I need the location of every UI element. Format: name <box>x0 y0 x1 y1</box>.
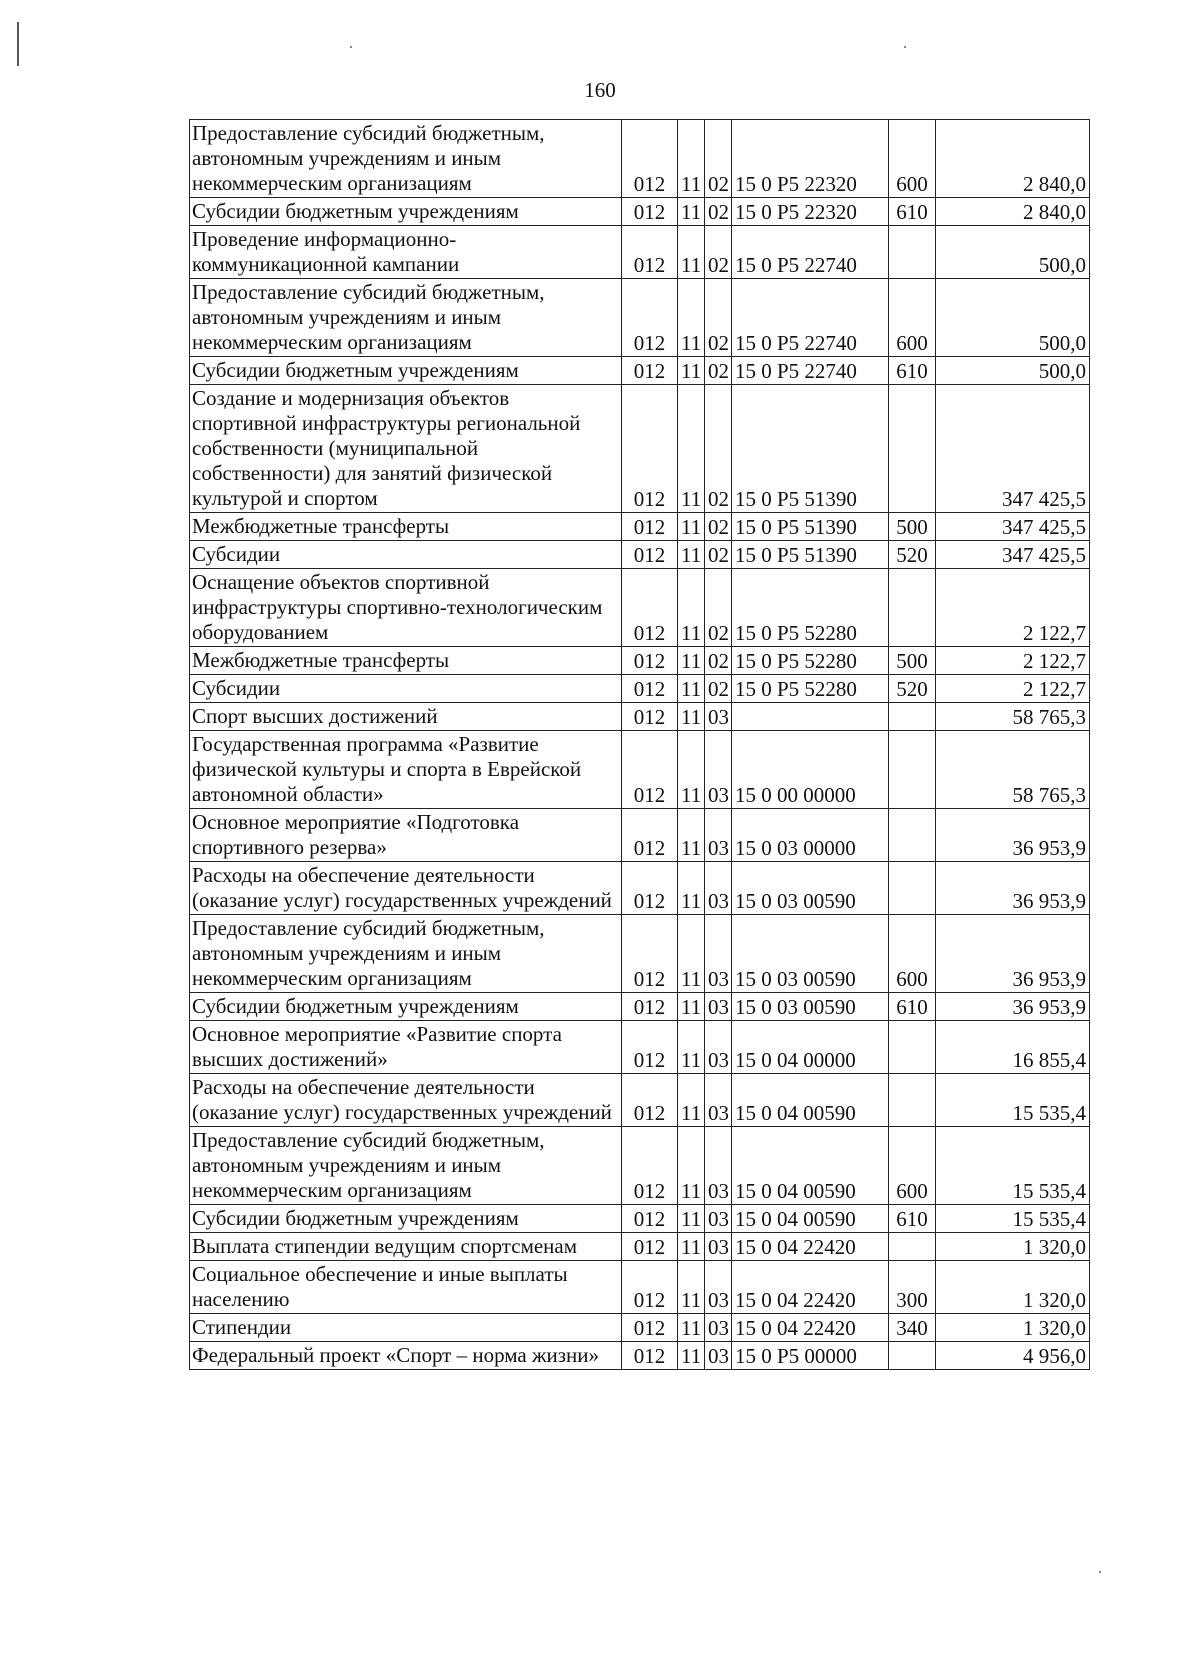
target-article-code: 15 0 04 22420 <box>732 1314 889 1342</box>
subsection-code: 03 <box>705 1205 732 1233</box>
row-name: Расходы на обеспечение деятельности (оказание услуг) государственных учреждений <box>190 862 622 915</box>
section-code: 11 <box>678 569 705 647</box>
row-name: Субсидии бюджетным учреждениям <box>190 1205 622 1233</box>
target-article-code: 15 0 P5 52280 <box>732 675 889 703</box>
budget-table <box>189 119 1090 1370</box>
section-code: 11 <box>678 1205 705 1233</box>
subsection-code: 02 <box>705 385 732 513</box>
admin-code: 012 <box>622 915 678 993</box>
section-code: 11 <box>678 120 705 198</box>
expense-type-code: 500 <box>889 513 936 541</box>
expense-type-code <box>889 809 936 862</box>
target-article-code: 15 0 P5 22740 <box>732 357 889 385</box>
subsection-code: 03 <box>705 915 732 993</box>
target-article-code: 15 0 03 00590 <box>732 862 889 915</box>
table-row <box>190 226 1090 279</box>
subsection-code: 03 <box>705 1074 732 1127</box>
expense-type-code: 610 <box>889 993 936 1021</box>
table-row <box>190 1342 1090 1370</box>
section-code: 11 <box>678 385 705 513</box>
row-name: Межбюджетные трансферты <box>190 513 622 541</box>
subsection-code: 03 <box>705 1233 732 1261</box>
amount: 16 855,4 <box>936 1021 1090 1074</box>
admin-code: 012 <box>622 541 678 569</box>
subsection-code: 02 <box>705 513 732 541</box>
amount: 36 953,9 <box>936 993 1090 1021</box>
table-row <box>190 1233 1090 1261</box>
table-row <box>190 731 1090 809</box>
amount: 58 765,3 <box>936 703 1090 731</box>
section-code: 11 <box>678 675 705 703</box>
admin-code: 012 <box>622 675 678 703</box>
expense-type-code <box>889 226 936 279</box>
budget-table-body <box>190 120 1090 1370</box>
row-name: Создание и модернизация объектов спортивной инфраструктуры региональной собственности (муниципальной собственности) для занятий физической культурой и спортом <box>190 385 622 513</box>
subsection-code: 03 <box>705 1314 732 1342</box>
row-name: Федеральный проект «Спорт – норма жизни» <box>190 1342 622 1370</box>
subsection-code: 02 <box>705 357 732 385</box>
amount: 36 953,9 <box>936 862 1090 915</box>
expense-type-code: 600 <box>889 915 936 993</box>
table-row <box>190 703 1090 731</box>
admin-code: 012 <box>622 198 678 226</box>
amount: 58 765,3 <box>936 731 1090 809</box>
amount: 347 425,5 <box>936 513 1090 541</box>
row-name: Социальное обеспечение и иные выплаты населению <box>190 1261 622 1314</box>
table-row <box>190 198 1090 226</box>
table-row <box>190 993 1090 1021</box>
expense-type-code <box>889 862 936 915</box>
amount: 2 840,0 <box>936 198 1090 226</box>
section-code: 11 <box>678 809 705 862</box>
row-name: Расходы на обеспечение деятельности (оказание услуг) государственных учреждений <box>190 1074 622 1127</box>
amount: 15 535,4 <box>936 1074 1090 1127</box>
section-code: 11 <box>678 226 705 279</box>
subsection-code: 03 <box>705 862 732 915</box>
admin-code: 012 <box>622 1261 678 1314</box>
target-article-code: 15 0 04 00590 <box>732 1127 889 1205</box>
target-article-code: 15 0 P5 00000 <box>732 1342 889 1370</box>
target-article-code: 15 0 P5 22320 <box>732 198 889 226</box>
table-row <box>190 675 1090 703</box>
table-row <box>190 385 1090 513</box>
page-number: 160 <box>584 78 616 102</box>
table-row <box>190 120 1090 198</box>
expense-type-code <box>889 1233 936 1261</box>
admin-code: 012 <box>622 809 678 862</box>
subsection-code: 03 <box>705 1127 732 1205</box>
expense-type-code: 600 <box>889 120 936 198</box>
table-row <box>190 513 1090 541</box>
section-code: 11 <box>678 1261 705 1314</box>
target-article-code: 15 0 P5 22740 <box>732 279 889 357</box>
target-article-code: 15 0 03 00000 <box>732 809 889 862</box>
admin-code: 012 <box>622 279 678 357</box>
subsection-code: 02 <box>705 120 732 198</box>
amount: 4 956,0 <box>936 1342 1090 1370</box>
row-name: Оснащение объектов спортивной инфраструктуры спортивно-технологическим оборудованием <box>190 569 622 647</box>
table-row <box>190 647 1090 675</box>
amount: 1 320,0 <box>936 1233 1090 1261</box>
expense-type-code <box>889 1074 936 1127</box>
amount: 500,0 <box>936 279 1090 357</box>
section-code: 11 <box>678 1314 705 1342</box>
section-code: 11 <box>678 1233 705 1261</box>
expense-type-code: 600 <box>889 1127 936 1205</box>
amount: 500,0 <box>936 226 1090 279</box>
row-name: Предоставление субсидий бюджетным, автономным учреждениям и иным некоммерческим организациям <box>190 915 622 993</box>
table-row <box>190 1127 1090 1205</box>
expense-type-code <box>889 385 936 513</box>
subsection-code: 02 <box>705 675 732 703</box>
amount: 15 535,4 <box>936 1127 1090 1205</box>
section-code: 11 <box>678 731 705 809</box>
section-code: 11 <box>678 279 705 357</box>
expense-type-code: 610 <box>889 1205 936 1233</box>
admin-code: 012 <box>622 1021 678 1074</box>
expense-type-code: 340 <box>889 1314 936 1342</box>
admin-code: 012 <box>622 226 678 279</box>
section-code: 11 <box>678 647 705 675</box>
row-name: Субсидии <box>190 541 622 569</box>
amount: 2 840,0 <box>936 120 1090 198</box>
amount: 347 425,5 <box>936 541 1090 569</box>
admin-code: 012 <box>622 1233 678 1261</box>
scan-speck <box>350 46 352 48</box>
row-name: Предоставление субсидий бюджетным, автономным учреждениям и иным некоммерческим организациям <box>190 120 622 198</box>
scan-speck <box>1099 1571 1101 1573</box>
row-name: Межбюджетные трансферты <box>190 647 622 675</box>
section-code: 11 <box>678 198 705 226</box>
admin-code: 012 <box>622 993 678 1021</box>
admin-code: 012 <box>622 1342 678 1370</box>
table-row <box>190 1261 1090 1314</box>
amount: 2 122,7 <box>936 569 1090 647</box>
expense-type-code <box>889 1342 936 1370</box>
section-code: 11 <box>678 862 705 915</box>
table-row <box>190 1205 1090 1233</box>
table-row <box>190 541 1090 569</box>
section-code: 11 <box>678 1074 705 1127</box>
admin-code: 012 <box>622 385 678 513</box>
scan-margin-mark <box>17 22 19 66</box>
target-article-code: 15 0 P5 22320 <box>732 120 889 198</box>
target-article-code <box>732 703 889 731</box>
scan-speck <box>904 46 906 48</box>
expense-type-code <box>889 1021 936 1074</box>
subsection-code: 02 <box>705 647 732 675</box>
section-code: 11 <box>678 1342 705 1370</box>
admin-code: 012 <box>622 703 678 731</box>
target-article-code: 15 0 P5 51390 <box>732 541 889 569</box>
admin-code: 012 <box>622 647 678 675</box>
row-name: Основное мероприятие «Подготовка спортивного резерва» <box>190 809 622 862</box>
table-row <box>190 1314 1090 1342</box>
section-code: 11 <box>678 513 705 541</box>
admin-code: 012 <box>622 731 678 809</box>
table-row <box>190 279 1090 357</box>
expense-type-code: 520 <box>889 541 936 569</box>
row-name: Субсидии бюджетным учреждениям <box>190 357 622 385</box>
subsection-code: 03 <box>705 731 732 809</box>
section-code: 11 <box>678 357 705 385</box>
target-article-code: 15 0 P5 51390 <box>732 513 889 541</box>
table-row <box>190 915 1090 993</box>
amount: 36 953,9 <box>936 809 1090 862</box>
target-article-code: 15 0 P5 51390 <box>732 385 889 513</box>
target-article-code: 15 0 03 00590 <box>732 915 889 993</box>
section-code: 11 <box>678 703 705 731</box>
row-name: Предоставление субсидий бюджетным, автономным учреждениям и иным некоммерческим организациям <box>190 1127 622 1205</box>
admin-code: 012 <box>622 862 678 915</box>
subsection-code: 03 <box>705 1021 732 1074</box>
table-row <box>190 862 1090 915</box>
amount: 347 425,5 <box>936 385 1090 513</box>
row-name: Проведение информационно-коммуникационной кампании <box>190 226 622 279</box>
subsection-code: 03 <box>705 809 732 862</box>
admin-code: 012 <box>622 513 678 541</box>
expense-type-code: 500 <box>889 647 936 675</box>
amount: 500,0 <box>936 357 1090 385</box>
section-code: 11 <box>678 1021 705 1074</box>
expense-type-code: 610 <box>889 198 936 226</box>
table-row <box>190 357 1090 385</box>
target-article-code: 15 0 04 22420 <box>732 1233 889 1261</box>
row-name: Субсидии <box>190 675 622 703</box>
subsection-code: 03 <box>705 1261 732 1314</box>
target-article-code: 15 0 P5 22740 <box>732 226 889 279</box>
section-code: 11 <box>678 541 705 569</box>
row-name: Основное мероприятие «Развитие спорта высших достижений» <box>190 1021 622 1074</box>
section-code: 11 <box>678 915 705 993</box>
admin-code: 012 <box>622 1314 678 1342</box>
amount: 36 953,9 <box>936 915 1090 993</box>
target-article-code: 15 0 P5 52280 <box>732 647 889 675</box>
row-name: Выплата стипендии ведущим спортсменам <box>190 1233 622 1261</box>
section-code: 11 <box>678 993 705 1021</box>
subsection-code: 03 <box>705 993 732 1021</box>
admin-code: 012 <box>622 1205 678 1233</box>
subsection-code: 02 <box>705 569 732 647</box>
expense-type-code: 610 <box>889 357 936 385</box>
expense-type-code <box>889 731 936 809</box>
table-row <box>190 1021 1090 1074</box>
subsection-code: 03 <box>705 1342 732 1370</box>
row-name: Предоставление субсидий бюджетным, автономным учреждениям и иным некоммерческим организациям <box>190 279 622 357</box>
amount: 2 122,7 <box>936 675 1090 703</box>
amount: 2 122,7 <box>936 647 1090 675</box>
row-name: Субсидии бюджетным учреждениям <box>190 993 622 1021</box>
amount: 15 535,4 <box>936 1205 1090 1233</box>
expense-type-code <box>889 703 936 731</box>
section-code: 11 <box>678 1127 705 1205</box>
table-row <box>190 1074 1090 1127</box>
row-name: Спорт высших достижений <box>190 703 622 731</box>
target-article-code: 15 0 00 00000 <box>732 731 889 809</box>
row-name: Субсидии бюджетным учреждениям <box>190 198 622 226</box>
amount: 1 320,0 <box>936 1314 1090 1342</box>
expense-type-code: 600 <box>889 279 936 357</box>
amount: 1 320,0 <box>936 1261 1090 1314</box>
admin-code: 012 <box>622 120 678 198</box>
target-article-code: 15 0 04 00000 <box>732 1021 889 1074</box>
admin-code: 012 <box>622 1074 678 1127</box>
target-article-code: 15 0 04 00590 <box>732 1074 889 1127</box>
subsection-code: 02 <box>705 226 732 279</box>
target-article-code: 15 0 04 22420 <box>732 1261 889 1314</box>
admin-code: 012 <box>622 569 678 647</box>
admin-code: 012 <box>622 357 678 385</box>
table-row <box>190 569 1090 647</box>
row-name: Государственная программа «Развитие физической культуры и спорта в Еврейской автономной области» <box>190 731 622 809</box>
row-name: Стипендии <box>190 1314 622 1342</box>
target-article-code: 15 0 P5 52280 <box>732 569 889 647</box>
expense-type-code: 300 <box>889 1261 936 1314</box>
table-row <box>190 809 1090 862</box>
target-article-code: 15 0 04 00590 <box>732 1205 889 1233</box>
admin-code: 012 <box>622 1127 678 1205</box>
subsection-code: 03 <box>705 703 732 731</box>
expense-type-code: 520 <box>889 675 936 703</box>
target-article-code: 15 0 03 00590 <box>732 993 889 1021</box>
subsection-code: 02 <box>705 541 732 569</box>
expense-type-code <box>889 569 936 647</box>
subsection-code: 02 <box>705 279 732 357</box>
subsection-code: 02 <box>705 198 732 226</box>
